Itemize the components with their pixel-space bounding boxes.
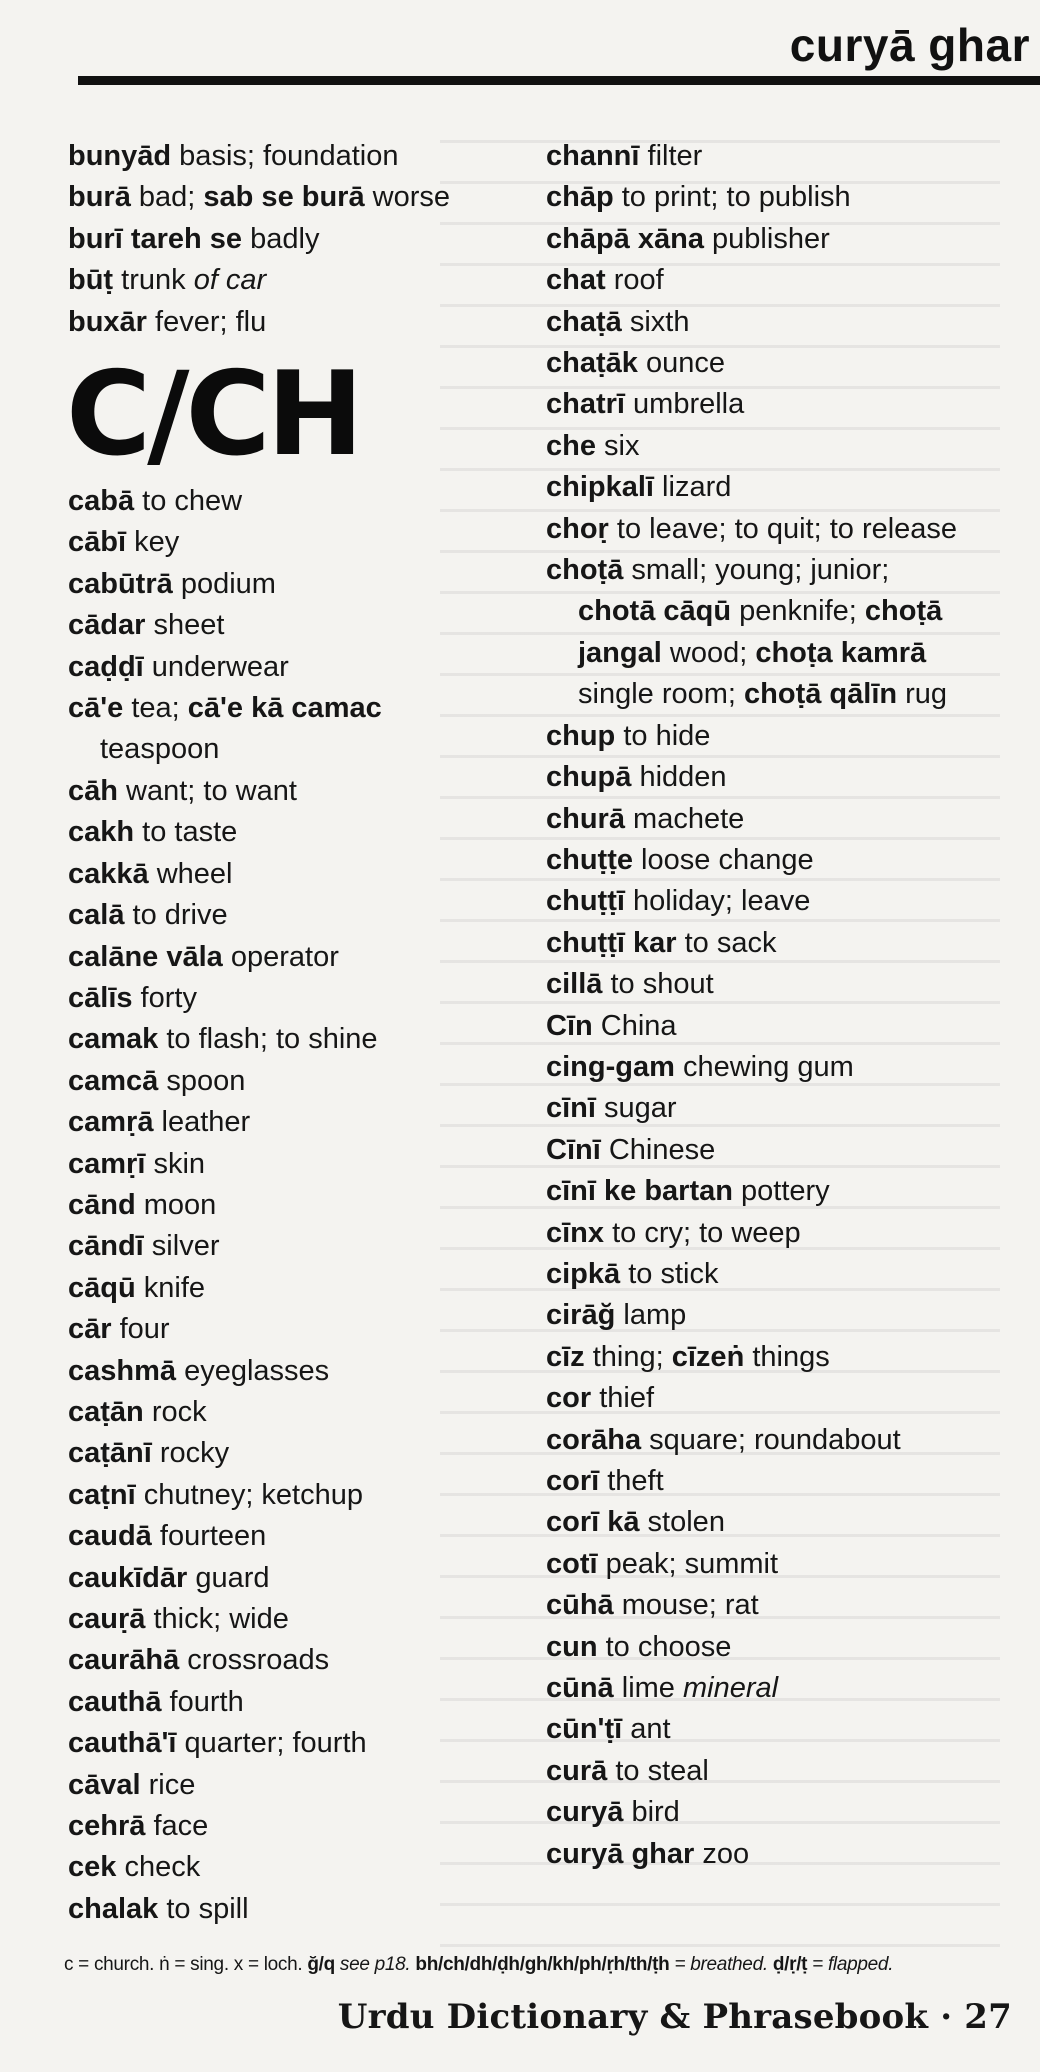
dictionary-entry: [68, 1392, 488, 1433]
page-footer: [338, 1997, 1012, 2037]
dictionary-entry: [546, 384, 968, 425]
dictionary-entry: [68, 1433, 488, 1474]
dictionary-entry: [68, 647, 488, 688]
definition: face: [145, 1810, 209, 1843]
headword: burā: [68, 181, 131, 214]
definition: check: [116, 1851, 201, 1884]
usage-note: of car: [193, 264, 267, 297]
dictionary-entry: [68, 1889, 488, 1930]
definition: to flash; to shine: [158, 1023, 378, 1056]
headword: camṛī: [68, 1147, 146, 1180]
definition: mouse; rat: [613, 1589, 759, 1622]
headword: cāndī: [68, 1230, 144, 1263]
dictionary-entry: [546, 923, 968, 964]
definition: sixth: [621, 305, 690, 338]
dictionary-entry: [68, 978, 488, 1019]
headword: Cīnī: [546, 1133, 601, 1166]
definition: to drive: [124, 899, 228, 932]
dictionary-entry: [546, 1213, 968, 1254]
dictionary-entry: [68, 302, 488, 343]
definition: bird: [623, 1796, 680, 1829]
dictionary-entry: [546, 1378, 968, 1419]
dictionary-entry: [546, 716, 968, 757]
definition: loose change: [633, 843, 814, 876]
definition: knife: [135, 1271, 206, 1304]
definition: want; to want: [117, 774, 297, 807]
definition: hidden: [631, 761, 727, 794]
footer-separator: ·: [940, 1997, 953, 2037]
definition: to cry; to weep: [604, 1216, 801, 1249]
definition: quarter; fourth: [176, 1727, 367, 1760]
definition: fever; flu: [146, 305, 267, 338]
definition: to hide: [615, 719, 711, 752]
headword: caukīdār: [68, 1561, 188, 1594]
dictionary-entry: [546, 964, 968, 1005]
definition: to sack: [676, 926, 777, 959]
headword: cūhā: [546, 1589, 614, 1622]
definition: theft: [599, 1465, 664, 1497]
headword: chuṭṭe: [546, 843, 633, 876]
definition: small; young; junior;: [623, 554, 890, 587]
dictionary-entry: [68, 1847, 488, 1888]
headword: ğ/q: [307, 1954, 335, 1975]
definition: lamp: [615, 1299, 687, 1332]
headword: buxār: [68, 305, 147, 338]
dictionary-entry: [546, 1502, 968, 1543]
left-entries-after-heading: [68, 481, 488, 1930]
headword: chaṭāk: [546, 347, 638, 380]
headword: chup: [546, 719, 616, 752]
definition: thing;: [584, 1340, 672, 1373]
definition: wood;: [661, 636, 756, 669]
definition: penknife;: [731, 595, 865, 628]
headword: cāh: [68, 774, 118, 807]
headword: cabūtrā: [68, 567, 173, 600]
page-number: 27: [964, 1997, 1012, 2037]
headword: cīnx: [546, 1216, 605, 1249]
definition: thick; wide: [145, 1603, 289, 1635]
header-title: curyā ghar: [789, 19, 1030, 71]
definition: to spill: [158, 1892, 249, 1925]
dictionary-entry: [546, 1295, 968, 1336]
right-column: [546, 136, 968, 1875]
dictionary-entry: [546, 467, 968, 508]
definition: to chew: [134, 485, 243, 518]
definition: four: [111, 1313, 170, 1346]
dictionary-entry: [546, 550, 968, 716]
headword: cakh: [68, 816, 135, 849]
dictionary-entry: [68, 1682, 488, 1723]
left-column: [68, 136, 488, 1930]
dictionary-entry: [68, 854, 488, 895]
headword: calāne vāla: [68, 940, 223, 973]
dictionary-entry: [68, 1268, 488, 1309]
definition: to choose: [597, 1630, 732, 1663]
dictionary-entry: [68, 564, 488, 605]
definition: holiday; leave: [624, 885, 811, 918]
headword: cauṛā: [68, 1603, 146, 1635]
definition: silver: [143, 1230, 220, 1263]
dictionary-entry: [546, 1668, 968, 1709]
dictionary-entry: [68, 937, 488, 978]
dictionary-entry: [546, 1171, 968, 1212]
dictionary-entry: [68, 1640, 488, 1681]
definition: ounce: [637, 347, 725, 380]
definition: things: [744, 1340, 830, 1373]
dictionary-entry: [68, 1061, 488, 1102]
usage-note: = breathed.: [669, 1954, 773, 1975]
usage-note: mineral: [682, 1672, 779, 1705]
headword: chāpā xāna: [546, 222, 704, 255]
dictionary-entry: [546, 260, 968, 301]
headword: cābī: [68, 526, 127, 559]
dictionary-entry: [68, 1226, 488, 1267]
headword: caṭānī: [68, 1437, 152, 1470]
definition: wheel: [148, 857, 233, 890]
definition: tea;: [123, 692, 188, 725]
headword: cehrā: [68, 1810, 146, 1843]
dictionary-entry: [68, 1806, 488, 1847]
headword: caṭān: [68, 1395, 144, 1428]
definition: underwear: [143, 650, 289, 683]
headword: cālīs: [68, 981, 133, 1014]
dictionary-entry: [546, 426, 968, 467]
headword: cirāğ: [546, 1299, 616, 1332]
definition: stolen: [639, 1506, 725, 1539]
definition: China: [592, 1009, 677, 1042]
definition: thief: [591, 1382, 655, 1415]
definition: teaspoon: [100, 733, 220, 766]
definition: spoon: [158, 1064, 246, 1097]
definition: key: [126, 526, 180, 559]
headword: choṭa kamrā: [755, 636, 927, 669]
dictionary-entry: [68, 1102, 488, 1143]
dictionary-entry: [546, 1751, 968, 1792]
headword: chalak: [68, 1892, 159, 1925]
definition: to print; to publish: [613, 181, 851, 214]
dictionary-entry: [546, 1544, 968, 1585]
definition: trunk: [113, 264, 194, 297]
definition: moon: [135, 1188, 217, 1221]
dictionary-entry: [68, 219, 488, 260]
dictionary-entry: [68, 605, 488, 646]
definition: forty: [132, 981, 197, 1014]
definition: to shout: [602, 968, 714, 1001]
headword: cā'e kā camac: [187, 692, 382, 725]
headword: ḍ/ṛ/ṭ: [772, 1954, 808, 1975]
header-rule: [78, 76, 1040, 85]
dictionary-entry: [68, 1765, 488, 1806]
headword: chupā: [546, 761, 632, 794]
dictionary-entry: [68, 1599, 488, 1640]
headword: choṭā jangal: [578, 595, 943, 669]
headword: corī kā: [546, 1506, 640, 1539]
headword: corī: [546, 1465, 600, 1497]
headword: cauthā'ī: [68, 1727, 177, 1760]
headword: chatrī: [546, 388, 625, 421]
headword: cūnā: [546, 1672, 614, 1705]
pronunciation-footnote: [64, 1954, 1014, 1976]
definition: rock: [143, 1395, 207, 1428]
definition: publisher: [703, 222, 830, 255]
definition: rice: [140, 1768, 196, 1801]
headword: cā'e: [68, 692, 124, 725]
definition: basis; foundation: [171, 140, 399, 172]
dictionary-entry: [546, 1585, 968, 1626]
headword: chat: [546, 264, 606, 297]
definition: podium: [172, 567, 276, 600]
left-entries-before-heading: [68, 136, 488, 343]
definition: skin: [145, 1147, 206, 1180]
dictionary-entry: [546, 840, 968, 881]
headword: cotī: [546, 1547, 598, 1580]
definition: sheet: [145, 609, 225, 642]
usage-note: = flapped.: [807, 1954, 894, 1975]
dictionary-entry: [68, 688, 488, 771]
definition: rug: [897, 678, 948, 711]
dictionary-entry: [546, 1254, 968, 1295]
dictionary-entry: [546, 1627, 968, 1668]
right-entries: [546, 136, 968, 1875]
headword: cing-gam: [546, 1050, 675, 1083]
definition: to taste: [134, 816, 238, 849]
dictionary-entry: [68, 1309, 488, 1350]
headword: cakkā: [68, 857, 149, 890]
headword: chotā cāqū: [578, 595, 732, 628]
section-heading: C/CH: [66, 347, 360, 483]
dictionary-entry: [546, 1834, 968, 1875]
dictionary-entry: [546, 1792, 968, 1833]
definition: guard: [187, 1561, 270, 1594]
definition: machete: [624, 802, 745, 835]
headword: chipkalī: [546, 471, 654, 504]
definition: roof: [605, 264, 664, 297]
headword: Cīn: [546, 1009, 593, 1042]
dictionary-entry: [546, 343, 968, 384]
definition: pottery: [732, 1175, 830, 1208]
headword: bh/ch/dh/ḍh/gh/kh/ph/ṛh/th/ṭh: [415, 1954, 670, 1975]
dictionary-entry: [68, 1185, 488, 1226]
headword: camak: [68, 1023, 159, 1056]
dictionary-entry: [68, 481, 488, 522]
headword: chāp: [546, 181, 614, 214]
headword: cek: [68, 1851, 117, 1884]
dictionary-entry: [546, 1130, 968, 1171]
headword: cīzeṅ: [671, 1340, 745, 1373]
definition: worse: [364, 181, 451, 214]
headword: choṭā qālīn: [744, 678, 898, 711]
dictionary-entry: [68, 1516, 488, 1557]
definition: chutney; ketchup: [135, 1478, 364, 1511]
dictionary-entry: [68, 1019, 488, 1060]
headword: cabā: [68, 485, 135, 518]
dictionary-entry: [546, 1088, 968, 1129]
definition: c = church. ṅ = sing. x = loch.: [64, 1954, 308, 1975]
headword: cor: [546, 1382, 592, 1415]
headword: curyā: [546, 1796, 624, 1829]
dictionary-entry: [68, 177, 488, 218]
headword: channī: [546, 140, 640, 172]
definition: eyeglasses: [176, 1354, 330, 1387]
definition: six: [595, 429, 640, 462]
headword: choṭā: [546, 554, 624, 587]
headword: cillā: [546, 968, 603, 1001]
headword: cun: [546, 1630, 598, 1663]
definition: to steal: [607, 1754, 709, 1787]
dictionary-entry: [546, 757, 968, 798]
dictionary-entry: [546, 1709, 968, 1750]
definition: peak; summit: [597, 1547, 779, 1580]
headword: cūn'ṭī: [546, 1713, 623, 1746]
headword: bunyād: [68, 140, 172, 172]
dictionary-entry: [546, 1337, 968, 1378]
definition: zoo: [694, 1837, 750, 1870]
dictionary-entry: [546, 1047, 968, 1088]
headword: būṭ: [68, 264, 114, 297]
definition: fourth: [161, 1685, 244, 1718]
definition: chewing gum: [674, 1050, 854, 1083]
dictionary-entry: [546, 219, 968, 260]
dictionary-entry: [68, 260, 488, 301]
headword: corāha: [546, 1423, 642, 1456]
definition: lime: [613, 1672, 683, 1705]
headword: cīnī: [546, 1092, 596, 1125]
definition: Chinese: [600, 1133, 716, 1166]
definition: lizard: [654, 471, 732, 504]
dictionary-entry: [68, 1144, 488, 1185]
headword: cipkā: [546, 1257, 621, 1290]
headword: che: [546, 429, 596, 462]
dictionary-entry: [68, 1475, 488, 1516]
headword: chuṭṭī: [546, 885, 625, 918]
dictionary-entry: [546, 1420, 968, 1461]
definition: leather: [153, 1106, 251, 1139]
dictionary-entry: [546, 177, 968, 218]
definition: single room;: [578, 678, 745, 711]
headword: chaṭā: [546, 305, 622, 338]
dictionary-entry: [546, 1461, 968, 1502]
footer-book-title: Urdu Dictionary & Phrasebook: [337, 1997, 929, 2037]
headword: cāqū: [68, 1271, 136, 1304]
headword: curyā ghar: [546, 1837, 695, 1870]
dictionary-entry: [546, 302, 968, 343]
definition: rocky: [151, 1437, 230, 1470]
definition: to stick: [620, 1257, 719, 1290]
headword: cauthā: [68, 1685, 162, 1718]
dictionary-entry: [546, 1006, 968, 1047]
dictionary-entry: [546, 881, 968, 922]
running-header: [78, 0, 1040, 90]
dictionary-entry: [546, 799, 968, 840]
headword: cār: [68, 1313, 112, 1346]
dictionary-entry: [68, 1351, 488, 1392]
definition: bad;: [130, 181, 204, 214]
definition: ant: [622, 1713, 671, 1746]
dictionary-entry: [68, 1558, 488, 1599]
dictionary-entry: [68, 771, 488, 812]
dictionary-entry: [68, 1723, 488, 1764]
headword: camcā: [68, 1064, 159, 1097]
definition: filter: [639, 140, 703, 172]
headword: camṛā: [68, 1106, 154, 1139]
headword: sab se burā: [203, 181, 365, 214]
headword: cādar: [68, 609, 146, 642]
headword: caurāhā: [68, 1644, 180, 1677]
headword: choṛ: [546, 512, 609, 545]
usage-note: see p18.: [334, 1954, 416, 1975]
definition: square; roundabout: [641, 1423, 901, 1456]
headword: burī tareh se: [68, 222, 243, 255]
headword: cīnī ke bartan: [546, 1175, 733, 1208]
headword: cīz: [546, 1340, 585, 1373]
definition: crossroads: [179, 1644, 330, 1677]
headword: cānd: [68, 1188, 136, 1221]
headword: caḍḍī: [68, 650, 144, 683]
dictionary-entry: [68, 522, 488, 563]
definition: sugar: [595, 1092, 677, 1125]
dictionary-entry: [68, 812, 488, 853]
headword: caṭnī: [68, 1478, 136, 1511]
definition: fourteen: [151, 1520, 267, 1553]
headword: cāval: [68, 1768, 141, 1801]
definition: to leave; to quit; to release: [608, 512, 958, 545]
headword: curā: [546, 1754, 608, 1787]
dictionary-entry: [68, 895, 488, 936]
headword: chuṭṭī kar: [546, 926, 677, 959]
definition: umbrella: [624, 388, 745, 421]
dictionary-entry: [546, 509, 968, 550]
definition: operator: [222, 940, 339, 973]
dictionary-entry: [546, 136, 968, 177]
headword: calā: [68, 899, 125, 932]
dictionary-entry: [68, 136, 488, 177]
headword: caudā: [68, 1520, 152, 1553]
headword: cashmā: [68, 1354, 177, 1387]
headword: churā: [546, 802, 625, 835]
definition: badly: [242, 222, 320, 255]
